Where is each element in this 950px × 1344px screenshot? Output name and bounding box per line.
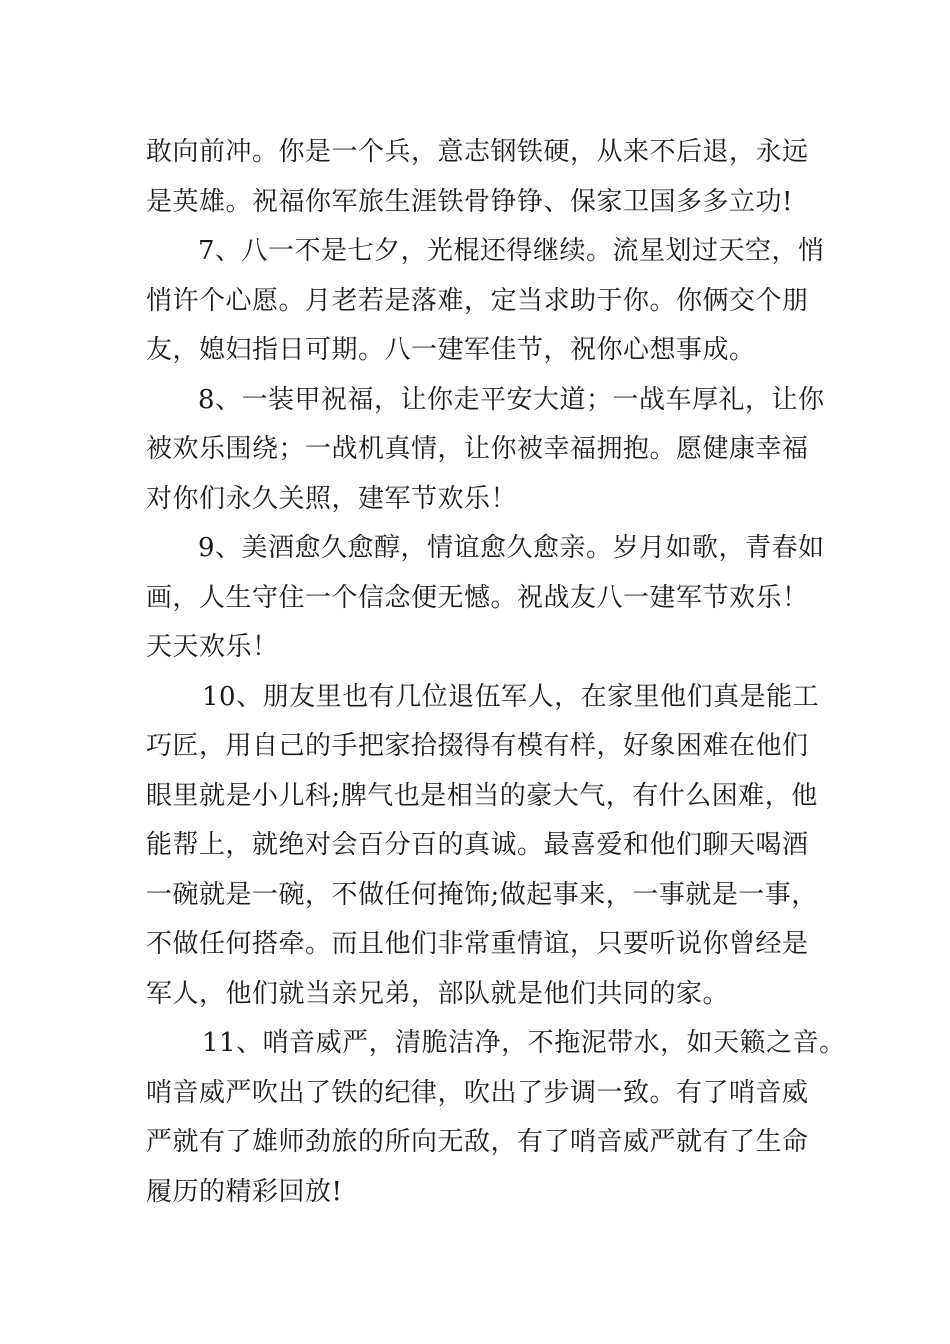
text-line: 严就有了雄师劲旅的所向无敌，有了哨音威严就有了生命 [146,1127,809,1157]
text-line: 天天欢乐！ [146,632,279,662]
paragraph-item-11 [146,1019,846,1217]
text-line: 友，媳妇指日可期。八一建军佳节，祝你心想事成。 [146,335,756,365]
text-line: 不做任何搭牵。而且他们非常重情谊，只要听说你曾经是 [146,929,809,959]
paragraph-item-9 [146,524,826,673]
text-line: 画，人生守住一个信念便无憾。祝战友八一建军节欢乐！ [146,582,809,613]
text-line: 悄许个心愿。月老若是落难，定当求助于你。你俩交个朋 [146,285,809,316]
paragraph-item-8 [146,376,826,525]
text-line: 履历的精彩回放! [146,1176,343,1207]
text-line: 对你们永久关照，建军节欢乐！ [146,483,518,514]
paragraph-item-7 [146,227,826,376]
text-line: 8、一装甲祝福，让你走平安大道；一战车厚礼，让你 [198,384,825,415]
text-line: 哨音威严吹出了铁的纪律，吹出了步调一致。有了哨音威 [146,1077,809,1108]
text-line: 眼里就是小儿科;脾气也是相当的豪大气，有什么困难，他 [146,780,818,811]
document-body [146,128,846,1217]
text-line: 敢向前冲。你是一个兵，意志钢铁硬，从来不后退，永远 [146,137,809,167]
text-line: 是英雄。祝福你军旅生涯铁骨铮铮、保家卫国多多立功! [146,186,793,217]
text-line: 10、朋友里也有几位退伍军人，在家里他们真是能工 [202,681,820,712]
text-line: 被欢乐围绕；一战机真情，让你被幸福拥抱。愿健康幸福 [146,434,809,464]
text-line: 9、美酒愈久愈醇，情谊愈久愈亲。岁月如歌，青春如 [198,533,825,563]
paragraph-continuation [146,128,826,227]
text-line: 一碗就是一碗，不做任何掩饰;做起事来，一事就是一事， [146,879,818,910]
text-line: 7、八一不是七夕，光棍还得继续。流星划过天空，悄 [198,236,825,266]
text-line: 能帮上，就绝对会百分百的真诚。最喜爱和他们聊天喝酒 [146,830,809,860]
text-line: 11、哨音威严，清脆洁净，不拖泥带水，如天籁之音。 [202,1028,846,1058]
text-line: 巧匠，用自己的手把家拾掇得有模有样，好象困难在他们 [146,731,809,761]
paragraph-item-10 [146,673,826,1020]
text-line: 军人，他们就当亲兄弟，部队就是他们共同的家。 [146,978,730,1009]
